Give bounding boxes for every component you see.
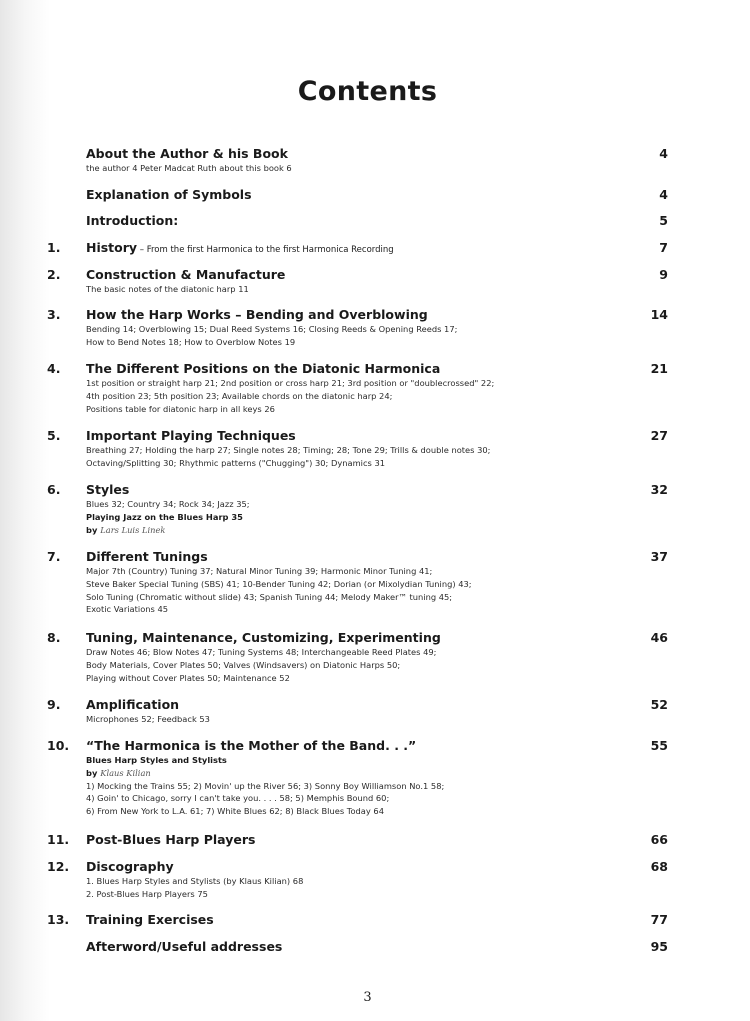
chapter-title: Construction & Manufacture [86, 267, 286, 282]
chapter-number: 6. [47, 482, 61, 497]
toc-page-number: 21 [650, 361, 668, 376]
chapter-heading [86, 482, 631, 498]
chapter-title: Afterword/Useful addresses [86, 939, 283, 954]
chapter-heading [86, 428, 631, 444]
toc-entry-body [86, 697, 631, 726]
toc-page-number: 4 [659, 187, 668, 202]
toc-entry-body [86, 482, 631, 536]
chapter-heading [86, 912, 631, 928]
chapter-heading [86, 146, 631, 162]
chapter-title: “The Harmonica is the Mother of the Band. . .” [86, 738, 417, 753]
subsection-line: Microphones 52; Feedback 53 [86, 714, 210, 724]
byline-prefix: by [86, 524, 101, 535]
toc-entry-body [86, 146, 631, 175]
chapter-number: 4. [47, 361, 61, 376]
chapter-number: 12. [47, 859, 70, 874]
subsection-line: Major 7th (Country) Tuning 37; Natural Minor Tuning 39; Harmonic Minor Tuning 41; [86, 566, 433, 576]
toc-entry-body [86, 859, 631, 901]
chapter-heading [86, 859, 631, 875]
toc-page-number: 68 [650, 859, 668, 874]
chapter-number: 8. [47, 630, 61, 645]
chapter-number: 5. [47, 428, 61, 443]
toc-entry-body [86, 361, 631, 415]
chapter-title: History [86, 240, 138, 255]
chapter-heading [86, 267, 631, 283]
toc-page-number: 95 [650, 939, 668, 954]
subsection-line: Draw Notes 46; Blow Notes 47; Tuning Systems 48; Interchangeable Reed Plates 49; [86, 647, 437, 657]
subsection-line: 2. Post-Blues Harp Players 75 [86, 888, 208, 899]
toc-page-number: 55 [650, 738, 668, 753]
toc-entry-body [86, 832, 631, 848]
toc-page-number: 66 [650, 832, 668, 847]
toc-entry-body [86, 187, 631, 203]
chapter-heading [86, 697, 631, 713]
byline-prefix: by [86, 767, 101, 778]
toc-page-number: 37 [650, 549, 668, 564]
chapter-subtitle: – From the first Harmonica to the first Harmonica Recording [137, 245, 394, 255]
chapter-heading [86, 939, 631, 955]
toc-page-number: 46 [650, 630, 668, 645]
chapter-title: Discography [86, 859, 174, 874]
section-heading: Blues Harp Styles and Stylists [86, 755, 227, 765]
subsection-line: The basic notes of the diatonic harp 11 [86, 284, 249, 294]
subsection-line: 4th position 23; 5th position 23; Available chords on the diatonic harp 24; [86, 390, 393, 401]
subsection-line: Exotic Variations 45 [86, 604, 169, 615]
toc-page-number: 5 [659, 213, 668, 228]
chapter-number: 9. [47, 697, 61, 712]
chapter-title: Styles [86, 482, 130, 497]
toc-entry-body [86, 630, 631, 684]
chapter-heading [86, 549, 631, 565]
subsection-line: 6) From New York to L.A. 61; 7) White Blues 62; 8) Black Blues Today 64 [86, 806, 384, 817]
chapter-number: 10. [47, 738, 70, 753]
chapter-heading [86, 832, 631, 848]
chapter-title: Post-Blues Harp Players [86, 832, 256, 847]
toc-page-number: 52 [650, 697, 668, 712]
chapter-title: Training Exercises [86, 912, 214, 927]
toc-entry-body [86, 912, 631, 928]
toc-entry-body [86, 307, 631, 349]
subsection-line: 1. Blues Harp Styles and Stylists (by Klaus Kilian) 68 [86, 876, 304, 886]
subsection-line: 4) Goin' to Chicago, sorry I can't take you. . . . 58; 5) Memphis Bound 60; [86, 793, 390, 804]
chapter-number: 1. [47, 240, 61, 255]
page-number: 3 [363, 990, 372, 1005]
subsection-line: Solo Tuning (Chromatic without slide) 43; Spanish Tuning 44; Melody Maker™ tuning 45; [86, 591, 453, 602]
subsection-line: How to Bend Notes 18; How to Overblow Notes 19 [86, 336, 296, 347]
chapter-heading [86, 361, 631, 377]
chapter-title: Explanation of Symbols [86, 187, 252, 202]
chapter-heading [86, 240, 631, 258]
toc-entry-body [86, 549, 631, 616]
chapter-heading [86, 187, 631, 203]
toc-page-number: 9 [659, 267, 668, 282]
byline-author: Lars Luis Linek [100, 524, 166, 535]
subsection-line: Blues 32; Country 34; Rock 34; Jazz 35; [86, 499, 250, 509]
byline [86, 524, 631, 537]
subsection-line: Breathing 27; Holding the harp 27; Single notes 28; Timing; 28; Tone 29; Trills & double notes 30; [86, 445, 491, 455]
chapter-title: Amplification [86, 697, 180, 712]
toc-page-number: 14 [650, 307, 668, 322]
toc-entry-body [86, 428, 631, 470]
subsection-line: Bending 14; Overblowing 15; Dual Reed Systems 16; Closing Reeds & Opening Reeds 17; [86, 324, 458, 334]
toc-page-number: 77 [650, 912, 668, 927]
subsection-line: Steve Baker Special Tuning (SBS) 41; 10-Bender Tuning 42; Dorian (or Mixolydian Tuning) 43; [86, 578, 472, 589]
subsection-line: Octaving/Splitting 30; Rhythmic patterns ("Chugging") 30; Dynamics 31 [86, 457, 386, 468]
toc-entry-body [86, 738, 631, 818]
subsection-line: Playing without Cover Plates 50; Maintenance 52 [86, 672, 290, 683]
subsection-line: Positions table for diatonic harp in all keys 26 [86, 403, 275, 414]
chapter-title: The Different Positions on the Diatonic Harmonica [86, 361, 441, 376]
toc-page-number: 4 [659, 146, 668, 161]
chapter-title: Introduction: [86, 213, 179, 228]
chapter-title: Different Tunings [86, 549, 208, 564]
chapter-number: 13. [47, 912, 70, 927]
subsection-line: 1) Mocking the Trains 55; 2) Movin' up the River 56; 3) Sonny Boy Williamson No.1 58; [86, 780, 445, 791]
page-edge-shadow [0, 0, 50, 1021]
toc-entry-body [86, 939, 631, 955]
subsection-line: 1st position or straight harp 21; 2nd position or cross harp 21; 3rd position or "doublecrossed" 22; [86, 378, 495, 388]
chapter-heading [86, 630, 631, 646]
chapter-heading [86, 738, 631, 754]
toc-entry-body [86, 213, 631, 229]
chapter-title: About the Author & his Book [86, 146, 288, 161]
byline [86, 767, 631, 780]
chapter-title: How the Harp Works – Bending and Overblowing [86, 307, 428, 322]
chapter-title: Important Playing Techniques [86, 428, 296, 443]
chapter-number: 7. [47, 549, 61, 564]
toc-page-number: 27 [650, 428, 668, 443]
toc-entry-body [86, 240, 631, 258]
byline-author: Klaus Kilian [100, 767, 151, 778]
section-heading: Playing Jazz on the Blues Harp 35 [86, 511, 243, 522]
toc-page-number: 32 [650, 482, 668, 497]
chapter-number: 3. [47, 307, 61, 322]
subsection-line: the author 4 Peter Madcat Ruth about this book 6 [86, 163, 292, 173]
toc-entry-body [86, 267, 631, 296]
toc-page-number: 7 [659, 240, 668, 255]
chapter-number: 2. [47, 267, 61, 282]
subsection-line: Body Materials, Cover Plates 50; Valves (Windsavers) on Diatonic Harps 50; [86, 659, 401, 670]
chapter-heading [86, 213, 631, 229]
page-title: Contents [297, 76, 438, 107]
chapter-number: 11. [47, 832, 70, 847]
chapter-heading [86, 307, 631, 323]
chapter-title: Tuning, Maintenance, Customizing, Experimenting [86, 630, 441, 645]
